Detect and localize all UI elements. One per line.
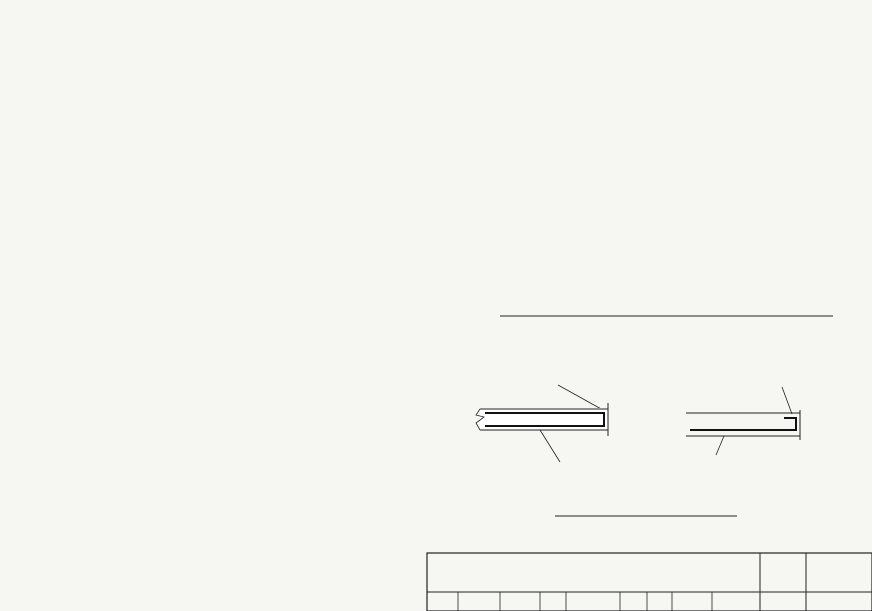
end-detail-left (476, 385, 608, 462)
leader-bottom (540, 430, 560, 462)
bottom-bar-hook (690, 418, 796, 430)
end-detail-right (686, 387, 800, 455)
title-block (427, 553, 872, 611)
leader-top (558, 385, 603, 410)
